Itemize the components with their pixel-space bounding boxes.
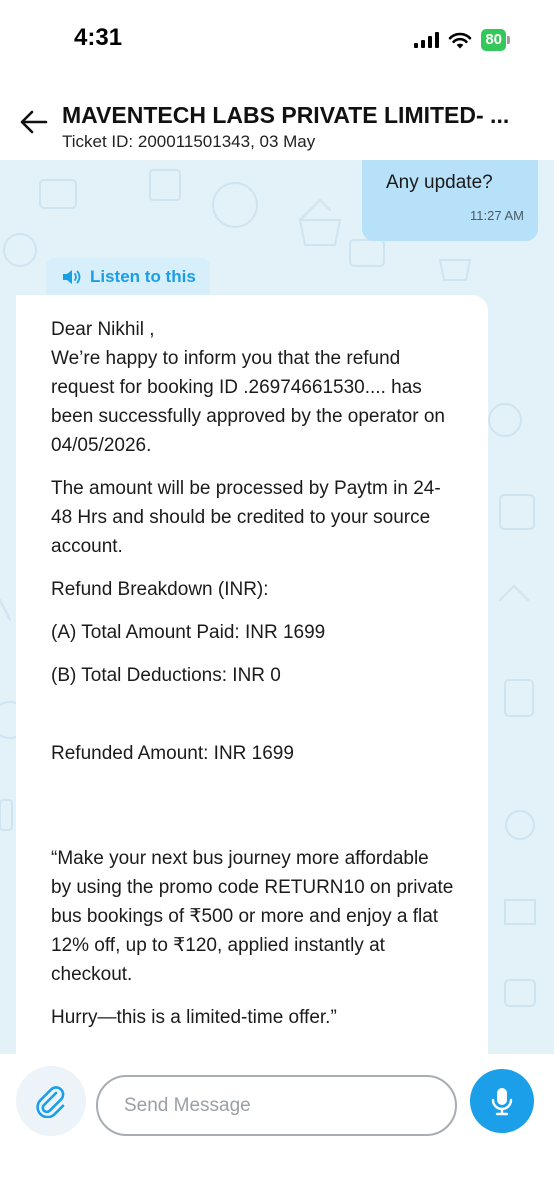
send-message-input[interactable] xyxy=(96,1075,457,1136)
outgoing-message-time: 11:27 AM xyxy=(470,208,524,223)
microphone-icon xyxy=(489,1086,515,1116)
message-paragraph: The amount will be processed by Paytm in 24-48 Hrs and should be credited to your source account. xyxy=(51,478,441,557)
status-time: 4:31 xyxy=(74,24,123,51)
message-paragraph: Refund Breakdown (INR): xyxy=(51,579,269,600)
battery-icon xyxy=(481,29,510,51)
message-paragraph: (B) Total Deductions: INR 0 xyxy=(51,665,281,686)
wifi-icon xyxy=(448,31,472,49)
paperclip-icon xyxy=(34,1084,68,1118)
message-paragraph: Hurry—this is a limited-time offer.” xyxy=(51,1007,337,1028)
chat-area[interactable] xyxy=(0,160,554,1054)
ticket-info: Ticket ID: 200011501343, 03 May xyxy=(62,132,316,151)
listen-label: Listen to this xyxy=(90,266,196,286)
speaker-icon xyxy=(62,269,82,285)
chat-header xyxy=(0,86,554,160)
microphone-button[interactable] xyxy=(470,1069,534,1133)
message-composer xyxy=(0,1054,554,1200)
outgoing-message[interactable] xyxy=(362,160,538,241)
status-bar xyxy=(0,0,554,86)
message-paragraph: Dear Nikhil , We’re happy to inform you that the refund request for booking ID .26974661530.... has been successfully approved by the operator on 04/05/2026. xyxy=(51,319,445,456)
attach-button[interactable] xyxy=(16,1066,86,1136)
outgoing-message-text: Any update? xyxy=(386,172,493,193)
message-paragraph: Refunded Amount: INR 1699 xyxy=(51,743,294,764)
listen-to-this-button[interactable] xyxy=(46,258,210,295)
message-paragraph: “Make your next bus journey more affordable by using the promo code RETURN10 on private bus bookings of ₹500 or more and enjoy a flat 12% off, up to ₹120, applied instantly at checkout. xyxy=(51,848,454,985)
signal-icon xyxy=(414,32,439,48)
message-paragraph: (A) Total Amount Paid: INR 1699 xyxy=(51,622,326,643)
back-arrow-icon[interactable] xyxy=(18,106,50,138)
status-icons xyxy=(414,29,510,51)
chat-title: MAVENTECH LABS PRIVATE LIMITED- ... xyxy=(62,102,510,128)
battery-level: 80 xyxy=(481,29,506,51)
incoming-message[interactable] xyxy=(16,295,488,1054)
